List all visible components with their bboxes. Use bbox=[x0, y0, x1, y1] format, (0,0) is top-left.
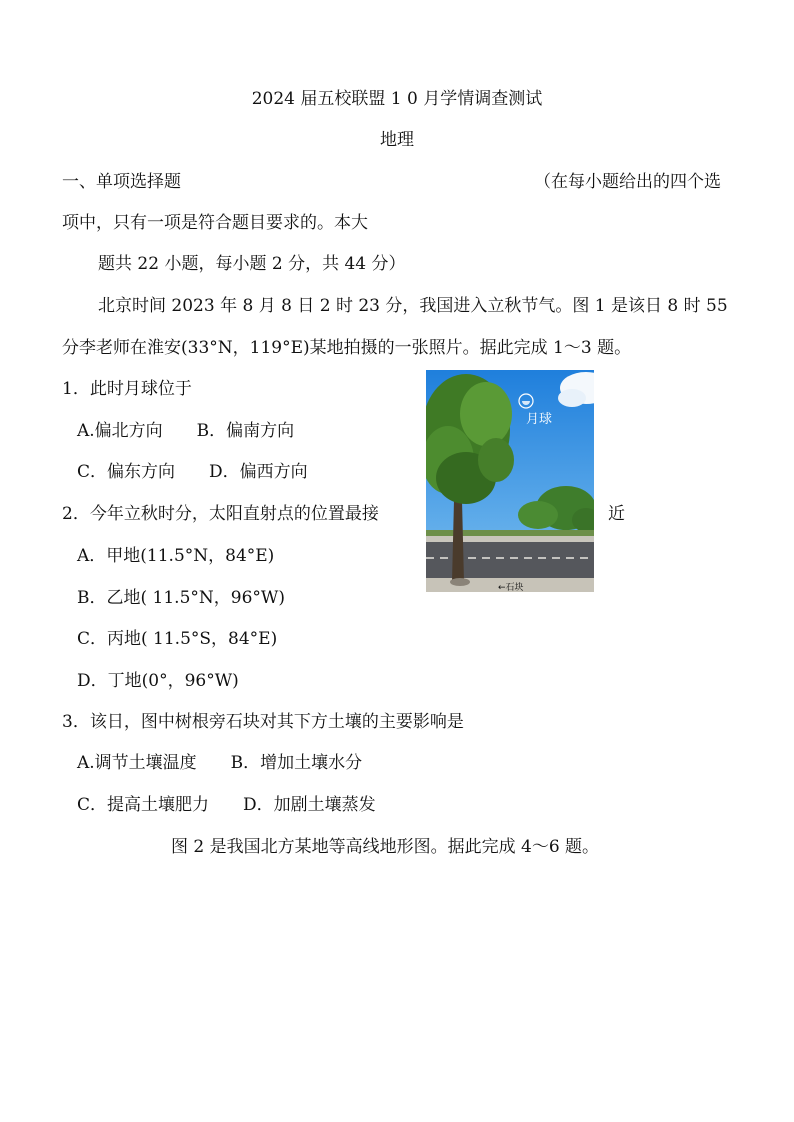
question-2-option-b: B．乙地( 11.5°N，96°W) bbox=[77, 588, 285, 608]
question-2-option-a: A．甲地(11.5°N，84°E) bbox=[77, 546, 275, 566]
passage1-line2: 分李老师在淮安(33°N，119°E)某地拍摄的一张照片。据此完成 1～3 题。 bbox=[62, 338, 632, 358]
question-1-options-cd: C．偏东方向 D．偏西方向 bbox=[77, 462, 308, 482]
subject-title: 地理 bbox=[380, 130, 414, 150]
section-note-line2: 项中，只有一项是符合题目要求的。本大 bbox=[62, 213, 368, 233]
section-note-line1: （在每小题给出的四个选 bbox=[534, 172, 721, 192]
passage1-line1: 北京时间 2023 年 8 月 8 日 2 时 23 分，我国进入立秋节气。图 1 是该日 8 时 55 bbox=[98, 296, 728, 316]
question-2-option-d: D．丁地(0°，96°W) bbox=[77, 671, 239, 691]
stone-label: ←石块 bbox=[498, 583, 524, 592]
moon-label: 月球 bbox=[526, 412, 553, 427]
question-3-options-ab: A.调节土壤温度 B．增加土壤水分 bbox=[77, 753, 363, 773]
section-heading: 一、单项选择题 bbox=[62, 172, 181, 192]
passage2-line1: 图 2 是我国北方某地等高线地形图。据此完成 4～6 题。 bbox=[171, 837, 600, 857]
question-2-stem-tail: 近 bbox=[608, 504, 625, 524]
question-1-stem: 1．此时月球位于 bbox=[62, 379, 192, 399]
section-note-line3: 题共 22 小题，每小题 2 分，共 44 分） bbox=[98, 254, 406, 274]
question-2-stem: 2．今年立秋时分，太阳直射点的位置最接 bbox=[62, 504, 379, 524]
exam-title: 2024 届五校联盟 1 0 月学情调查测试 bbox=[251, 89, 543, 109]
question-3-options-cd: C．提高土壤肥力 D．加剧土壤蒸发 bbox=[77, 795, 376, 815]
question-3-stem: 3．该日，图中树根旁石块对其下方土壤的主要影响是 bbox=[62, 712, 464, 732]
question-2-option-c: C．丙地( 11.5°S，84°E) bbox=[77, 629, 278, 649]
question-1-options-ab: A.偏北方向 B．偏南方向 bbox=[77, 421, 295, 441]
figure-1-photo bbox=[426, 370, 594, 592]
